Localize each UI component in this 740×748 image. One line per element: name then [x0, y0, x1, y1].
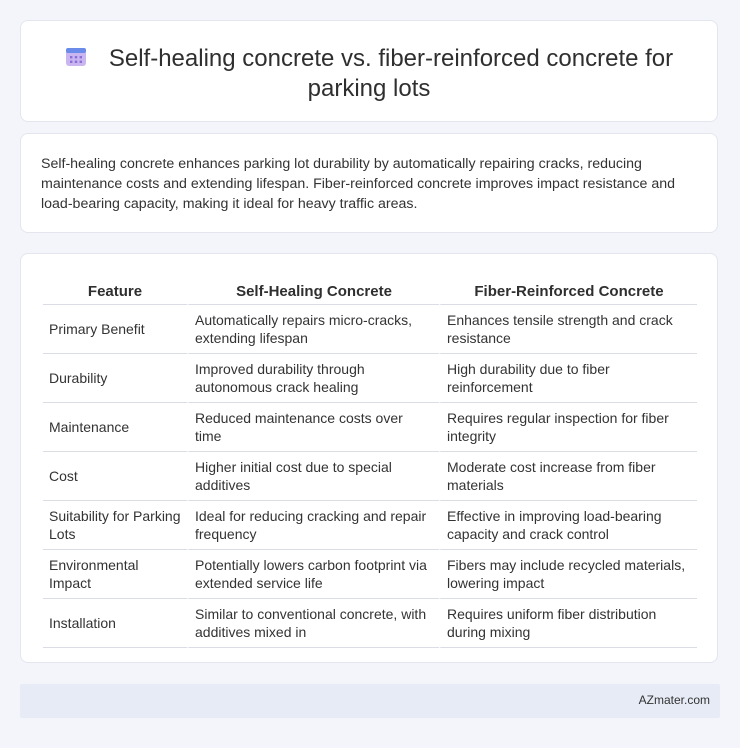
feature-cell: Environmental Impact	[43, 550, 187, 599]
fiber-reinforced-cell: High durability due to fiber reinforcement	[439, 354, 697, 403]
self-healing-cell: Potentially lowers carbon footprint via extended service life	[187, 550, 439, 599]
fiber-reinforced-cell: Fibers may include recycled materials, lowering impact	[439, 550, 697, 599]
header-feature: Feature	[43, 274, 187, 305]
feature-cell: Cost	[43, 452, 187, 501]
table-row	[43, 403, 697, 452]
feature-cell: Primary Benefit	[43, 305, 187, 354]
comparison-card	[20, 253, 718, 663]
fiber-reinforced-cell: Requires regular inspection for fiber integrity	[439, 403, 697, 452]
table-header-row	[43, 274, 697, 305]
table-row	[43, 501, 697, 550]
self-healing-cell: Similar to conventional concrete, with additives mixed in	[187, 599, 439, 648]
header-self-healing: Self-Healing Concrete	[187, 274, 439, 305]
fiber-reinforced-cell: Effective in improving load-bearing capacity and crack control	[439, 501, 697, 550]
fiber-reinforced-cell: Moderate cost increase from fiber materials	[439, 452, 697, 501]
table-row	[43, 305, 697, 354]
header-fiber-reinforced: Fiber-Reinforced Concrete	[439, 274, 697, 305]
title-card	[20, 20, 718, 122]
feature-cell: Suitability for Parking Lots	[43, 501, 187, 550]
feature-cell: Installation	[43, 599, 187, 648]
fiber-reinforced-cell: Enhances tensile strength and crack resistance	[439, 305, 697, 354]
footer-bar	[20, 684, 720, 718]
title-wrap	[61, 44, 677, 104]
self-healing-cell: Ideal for reducing cracking and repair frequency	[187, 501, 439, 550]
table-row	[43, 452, 697, 501]
footer-brand[interactable]: AZmater.com	[638, 693, 710, 707]
calendar-grid-icon	[65, 47, 87, 67]
comparison-table	[43, 274, 697, 648]
table-row	[43, 354, 697, 403]
summary-text: Self-healing concrete enhances parking lot durability by automatically repairing cracks, reducing maintenance costs and extending lifespan. Fiber-reinforced concrete improves impact resistance and load-bearing capacity, making it ideal for heavy traffic areas.	[41, 156, 676, 212]
self-healing-cell: Reduced maintenance costs over time	[187, 403, 439, 452]
self-healing-cell: Improved durability through autonomous crack healing	[187, 354, 439, 403]
table-row	[43, 599, 697, 648]
fiber-reinforced-cell: Requires uniform fiber distribution during mixing	[439, 599, 697, 648]
feature-cell: Maintenance	[43, 403, 187, 452]
feature-cell: Durability	[43, 354, 187, 403]
page-title: Self-healing concrete vs. fiber-reinforced concrete for parking lots	[108, 45, 674, 102]
summary-card	[20, 133, 718, 233]
self-healing-cell: Higher initial cost due to special additives	[187, 452, 439, 501]
self-healing-cell: Automatically repairs micro-cracks, extending lifespan	[187, 305, 439, 354]
table-row	[43, 550, 697, 599]
